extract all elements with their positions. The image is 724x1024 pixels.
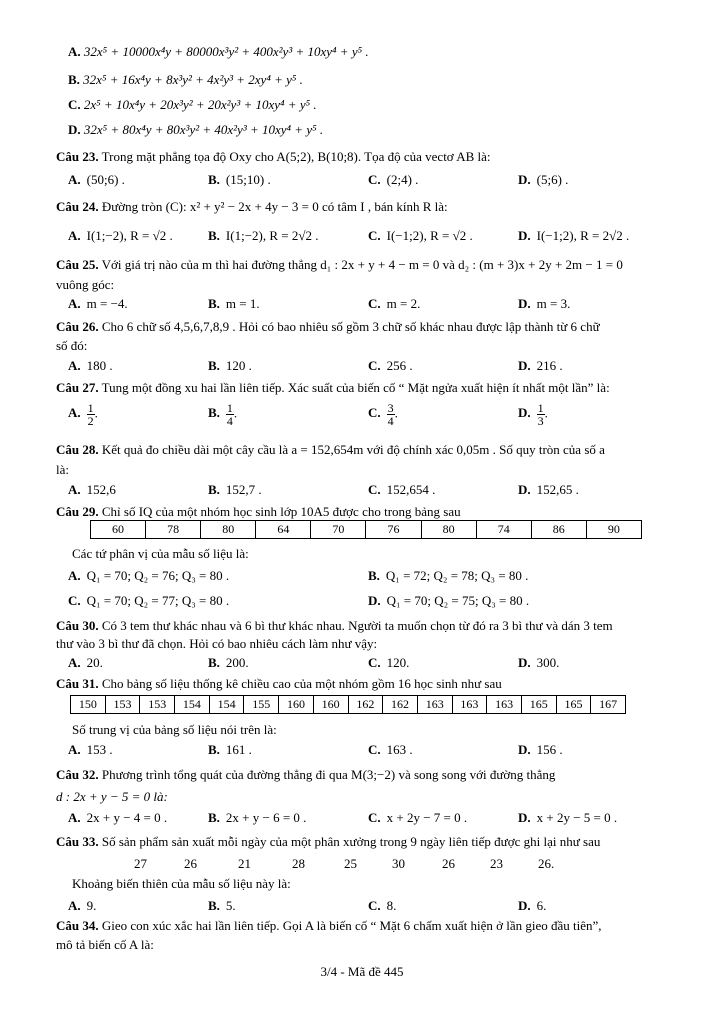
table-cell: 165: [521, 696, 556, 714]
q24-option-a: A. I(1;−2), R = √2 .: [68, 228, 173, 243]
q26-option-b: B. 120 .: [208, 358, 252, 373]
table-cell: 154: [209, 696, 244, 714]
q28-option-b: B. 152,7 .: [208, 482, 262, 497]
table-cell: 90: [586, 521, 641, 539]
q33-stem: Câu 33. Số sản phẩm sản xuất mỗi ngày của một phân xưởng trong 9 ngày liên tiếp được ghi lại như sau: [56, 834, 601, 849]
q32-stem: Câu 32. Phương trình tổng quát của đường thẳng đi qua M(3;−2) và song song với đường thẳng: [56, 767, 556, 782]
q29-stem: Câu 29. Chỉ số IQ của một nhóm học sinh lớp 10A5 được cho trong bảng sau: [56, 504, 461, 519]
value: 26: [442, 856, 455, 871]
q25-stem: Câu 25. Với giá trị nào của m thì hai đường thẳng d₁ : 2x + y + 4 − m = 0 và d₂ : (m + 3)x + 2y + 2m − 1 = 0: [56, 257, 623, 272]
q33-option-d: D. 6.: [518, 898, 547, 913]
table-cell: 163: [487, 696, 522, 714]
q34-stem: Câu 34. Gieo con xúc xắc hai lần liên tiếp. Gọi A là biến cố “ Mặt 6 chấm xuất hiện ở lần gieo đầu tiên”,: [56, 918, 602, 933]
q26-options: [68, 358, 686, 376]
fraction: $\frac{1}{2}$: [87, 401, 94, 428]
q27-options: [68, 402, 686, 434]
q25-option-c: C. m = 2.: [368, 296, 421, 311]
q28-option-c: C. 152,654 .: [368, 482, 436, 497]
q22-option-d: D. 32x⁵ + 80x⁴y + 80x³y² + 40x²y³ + 10xy⁴ + y⁵ .: [68, 122, 324, 137]
q33-option-c: C. 8.: [368, 898, 397, 913]
table-cell: 162: [383, 696, 418, 714]
q24-options: [68, 228, 686, 246]
table-cell: 80: [421, 521, 476, 539]
q26-option-a: A. 180 .: [68, 358, 113, 373]
table-cell: 163: [452, 696, 487, 714]
q29-options-row2: [68, 593, 686, 611]
q32-option-a: A. 2x + y − 4 = 0 .: [68, 810, 168, 825]
q28-option-a: A. 152,6: [68, 482, 116, 497]
q22-option-c: C. 2x⁵ + 10x⁴y + 20x³y² + 20x²y³ + 10xy⁴ + y⁵ .: [68, 97, 317, 112]
q32-option-b: B. 2x + y − 6 = 0 .: [208, 810, 307, 825]
value: 26.: [538, 856, 555, 871]
q29-iq-table: [90, 520, 642, 539]
q29-sub: Các tứ phân vị của mẫu số liệu là:: [72, 546, 249, 561]
q30-options: [68, 655, 686, 673]
table-cell: 163: [417, 696, 452, 714]
q25-option-b: B. m = 1.: [208, 296, 260, 311]
q27-stem: Câu 27. Tung một đồng xu hai lần liên tiếp. Xác suất của biến cố “ Mặt ngửa xuất hiện ít nhất một lần” là:: [56, 380, 610, 395]
table-cell: 162: [348, 696, 383, 714]
q26-stem: Câu 26. Cho 6 chữ số 4,5,6,7,8,9 . Hỏi có bao nhiêu số gồm 3 chữ số khác nhau được lập thành từ 6 chữ: [56, 319, 600, 334]
q24-option-d: D. I(−1;2), R = 2√2 .: [518, 228, 630, 243]
q24-option-c: C. I(−1;2), R = √2 .: [368, 228, 473, 243]
q23-option-b: B. (15;10) .: [208, 172, 271, 187]
table-cell: 155: [244, 696, 279, 714]
q22-option-a: A. 32x⁵ + 10000x⁴y + 80000x³y² + 400x²y³ + 10xy⁴ + y⁵ .: [68, 44, 369, 59]
q32-option-c: C. x + 2y − 7 = 0 .: [368, 810, 468, 825]
table-cell: 70: [311, 521, 366, 539]
table-cell: 160: [279, 696, 314, 714]
q33-options: [68, 898, 686, 916]
page-footer: 3/4 - Mã đề 445: [320, 964, 404, 979]
q25-option-a: A. m = −4.: [68, 296, 128, 311]
q31-options: [68, 742, 686, 760]
q29-option-c: C. Q₁ = 70; Q₂ = 77; Q₃ = 80 .: [68, 593, 230, 608]
q26-option-c: C. 256 .: [368, 358, 413, 373]
table-cell: 153: [140, 696, 175, 714]
q33-values: [134, 856, 594, 872]
table-cell: 60: [91, 521, 146, 539]
q27-option-b: B. $\frac{1}{4}$ .: [208, 401, 238, 428]
q27-option-a: A. $\frac{1}{2}$ .: [68, 401, 98, 428]
q33-sub: Khoảng biến thiên của mẫu số liệu này là:: [72, 876, 291, 891]
q22-option-b: B. 32x⁵ + 16x⁴y + 8x³y² + 4x²y³ + 2xy⁴ + y⁵ .: [68, 72, 303, 87]
q32-options: [68, 810, 686, 828]
table-cell: 78: [146, 521, 201, 539]
q30-option-d: D. 300.: [518, 655, 560, 670]
q34-stem-cont: mô tả biến cố A là:: [56, 937, 154, 952]
table-cell: 150: [71, 696, 106, 714]
q33-option-a: A. 9.: [68, 898, 97, 913]
table-cell: 86: [531, 521, 586, 539]
value: 23: [490, 856, 503, 871]
q30-stem-cont: thư vào 3 bì thư đã chọn. Hỏi có bao nhiêu cách làm như vậy:: [56, 636, 378, 651]
q29-option-a: A. Q₁ = 70; Q₂ = 76; Q₃ = 80 .: [68, 568, 230, 583]
q31-stem: Câu 31. Cho bảng số liệu thống kê chiều cao của một nhóm gồm 16 học sinh như sau: [56, 676, 502, 691]
q28-option-d: D. 152,65 .: [518, 482, 579, 497]
q26-stem-cont: số đó:: [56, 338, 88, 353]
q30-option-b: B. 200.: [208, 655, 249, 670]
q29-option-d: D. Q₁ = 70; Q₂ = 75; Q₃ = 80 .: [368, 593, 530, 608]
q24-option-b: B. I(1;−2), R = 2√2 .: [208, 228, 319, 243]
q27-option-d: D. $\frac{1}{3}$ .: [518, 401, 548, 428]
value: 30: [392, 856, 405, 871]
value: 21: [238, 856, 251, 871]
q25-stem-cont: vuông góc:: [56, 277, 115, 292]
q31-option-c: C. 163 .: [368, 742, 413, 757]
q31-option-a: A. 153 .: [68, 742, 113, 757]
q23-option-a: A. (50;6) .: [68, 172, 125, 187]
value: 28: [292, 856, 305, 871]
table-cell: 80: [201, 521, 256, 539]
value: 27: [134, 856, 147, 871]
q33-option-b: B. 5.: [208, 898, 236, 913]
q28-options: [68, 482, 686, 500]
q30-option-c: C. 120.: [368, 655, 410, 670]
q32-option-d: D. x + 2y − 5 = 0 .: [518, 810, 618, 825]
q24-stem: Câu 24. Đường tròn (C): x² + y² − 2x + 4y − 3 = 0 có tâm I , bán kính R là:: [56, 199, 448, 214]
table-cell: 76: [366, 521, 421, 539]
table-cell: 74: [476, 521, 531, 539]
table-cell: 154: [175, 696, 210, 714]
q31-height-table: [70, 695, 626, 714]
q23-option-d: D. (5;6) .: [518, 172, 569, 187]
q29-option-b: B. Q₁ = 72; Q₂ = 78; Q₃ = 80 .: [368, 568, 529, 583]
fraction: $\frac{1}{4}$: [226, 401, 233, 428]
table-row: [91, 521, 642, 539]
table-cell: 167: [591, 696, 626, 714]
q31-option-d: D. 156 .: [518, 742, 563, 757]
q25-options: [68, 296, 686, 314]
q23-stem: Câu 23. Trong mặt phẳng tọa độ Oxy cho A(5;2), B(10;8). Tọa độ của vectơ AB là:: [56, 149, 491, 164]
q29-options-row1: [68, 568, 686, 586]
q27-option-c: C. $\frac{3}{4}$ .: [368, 401, 398, 428]
q23-options: [68, 172, 686, 190]
q28-stem-cont: là:: [56, 462, 69, 477]
table-cell: 165: [556, 696, 591, 714]
fraction: $\frac{3}{4}$: [387, 401, 394, 428]
table-cell: 153: [105, 696, 140, 714]
fraction: $\frac{1}{3}$: [537, 401, 544, 428]
q30-option-a: A. 20.: [68, 655, 103, 670]
value: 25: [344, 856, 357, 871]
q26-option-d: D. 216 .: [518, 358, 563, 373]
q32-stem-cont: d : 2x + y − 5 = 0 là:: [56, 789, 168, 804]
q31-option-b: B. 161 .: [208, 742, 252, 757]
q25-option-d: D. m = 3.: [518, 296, 571, 311]
table-cell: 64: [256, 521, 311, 539]
table-cell: 160: [313, 696, 348, 714]
q28-stem: Câu 28. Kết quả đo chiều dài một cây cầu là a = 152,654m với độ chính xác 0,05m . Số quy tròn của số a: [56, 442, 605, 457]
value: 26: [184, 856, 197, 871]
q31-sub: Số trung vị của bảng số liệu nói trên là:: [72, 722, 277, 737]
q23-option-c: C. (2;4) .: [368, 172, 419, 187]
table-row: [71, 696, 626, 714]
q30-stem: Câu 30. Có 3 tem thư khác nhau và 6 bì thư khác nhau. Người ta muốn chọn từ đó ra 3 bì thư và dán 3 tem: [56, 618, 613, 633]
